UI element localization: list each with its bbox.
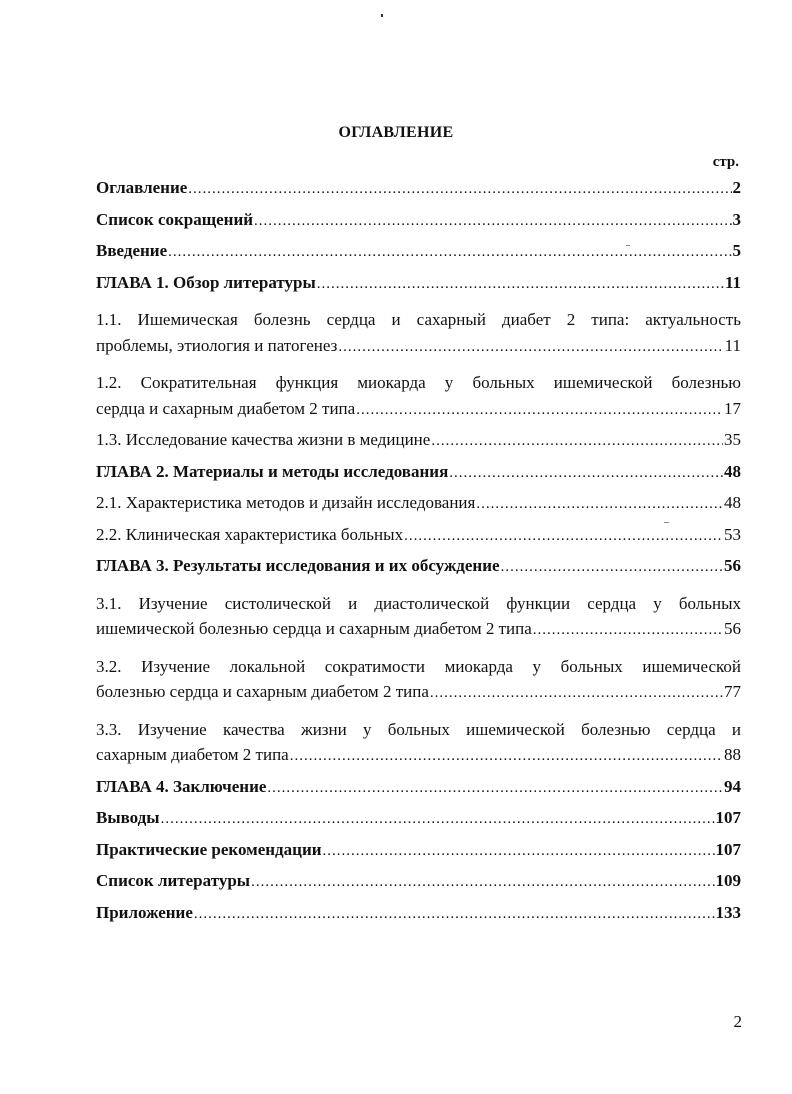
toc-entry-label: Практические рекомендации (96, 839, 322, 859)
toc-entry-page: 94 (724, 776, 741, 796)
toc-entry[interactable] (96, 840, 741, 872)
toc-entry-label: Оглавление (96, 178, 188, 197)
toc-leader-dots (290, 748, 723, 765)
toc-leader-dots (476, 496, 723, 513)
toc-entry-page: 48 (724, 461, 741, 481)
toc-entry-page: 56 (724, 619, 741, 638)
toc-entry[interactable] (96, 871, 741, 903)
toc-leader-dots (533, 622, 723, 639)
page-column-label: стр. (712, 154, 739, 170)
toc-entry-label-line1: 3.2. Изучение локальной сократимости миокарда у больных ишемической (96, 656, 741, 676)
toc-entry-page: 5 (732, 241, 741, 260)
toc-entry[interactable] (96, 525, 741, 557)
toc-entry[interactable] (96, 588, 741, 651)
toc-entry[interactable] (96, 493, 741, 525)
toc-leader-dots (251, 874, 714, 891)
toc-entry-page: 107 (715, 808, 741, 827)
toc-entry-label: ГЛАВА 2. Материалы и методы исследования (96, 461, 449, 481)
toc-leader-dots (356, 402, 723, 419)
toc-entry[interactable] (96, 462, 741, 494)
toc-leader-dots (449, 465, 723, 482)
toc-entry-page: 2 (732, 178, 741, 197)
toc-entry[interactable] (96, 777, 741, 809)
toc-entry[interactable] (96, 367, 741, 430)
toc-entry-label: 2.1. Характеристика методов и дизайн исследования (96, 493, 476, 512)
toc-entry[interactable] (96, 430, 741, 462)
toc-entry-page: 88 (724, 745, 741, 764)
toc-entry[interactable] (96, 714, 741, 777)
toc-entry-page: 109 (715, 871, 741, 890)
toc-entry-label: ГЛАВА 4. Заключение (96, 776, 267, 796)
toc-entry[interactable] (96, 178, 741, 210)
toc-leader-dots (430, 685, 723, 702)
toc-leader-dots (323, 843, 715, 860)
toc-entry[interactable] (96, 651, 741, 714)
toc-entry-label-line2: ишемической болезнью сердца и сахарным диабетом 2 типа (96, 619, 532, 638)
toc-leader-dots (194, 906, 715, 923)
toc-entry-label-line1: 3.3. Изучение качества жизни у больных ишемической болезнью сердца и (96, 719, 741, 739)
toc-entry[interactable] (96, 304, 741, 367)
toc-entry-page: 11 (724, 335, 741, 355)
toc-entry-page: 48 (724, 493, 741, 512)
toc-entry-label-line2: сахарным диабетом 2 типа (96, 745, 289, 764)
toc-entry-label: 2.2. Клиническая характеристика больных (96, 524, 404, 544)
toc-entry-page: 133 (715, 902, 741, 922)
toc-entry[interactable] (96, 556, 741, 588)
toc-leader-dots (317, 276, 724, 293)
toc-entry[interactable] (96, 808, 741, 840)
toc-entry-label-line2: проблемы, этиология и патогенез (96, 335, 338, 355)
toc-entry-page: 35 (724, 430, 741, 449)
toc-leader-dots (338, 339, 723, 356)
toc-entry-page: 11 (724, 272, 741, 292)
toc-entry[interactable] (96, 241, 741, 273)
toc-entry-label: Приложение (96, 902, 193, 922)
toc-leader-dots (501, 559, 723, 576)
toc-entry[interactable] (96, 210, 741, 242)
toc-entry-label: ГЛАВА 1. Обзор литературы (96, 272, 316, 292)
toc-entry-label: Выводы (96, 808, 160, 827)
toc-entry[interactable] (96, 273, 741, 305)
table-of-contents (96, 178, 741, 934)
toc-leader-dots (168, 244, 731, 261)
toc-entry-page: 3 (732, 209, 741, 229)
scan-speck (381, 14, 383, 17)
toc-leader-dots (188, 181, 731, 198)
toc-entry-label-line1: 1.1. Ишемическая болезнь сердца и сахарный диабет 2 типа: актуальность (96, 310, 741, 329)
toc-leader-dots (267, 780, 723, 797)
toc-entry-label-line2: болезнью сердца и сахарным диабетом 2 типа (96, 682, 429, 701)
toc-entry-label: Список литературы (96, 871, 251, 890)
page-number: 2 (733, 1012, 742, 1031)
toc-entry-label: Список сокращений (96, 209, 254, 229)
toc-entry-label-line1: 1.2. Сократительная функция миокарда у больных ишемической болезнью (96, 373, 741, 392)
page-title: ОГЛАВЛЕНИЕ (338, 124, 454, 141)
toc-leader-dots (161, 811, 715, 828)
toc-entry-page: 17 (724, 398, 741, 418)
toc-leader-dots (254, 213, 731, 230)
toc-entry-label: 1.3. Исследование качества жизни в медицине (96, 430, 431, 449)
toc-entry-label-line1: 3.1. Изучение систолической и диастолической функции сердца у больных (96, 593, 741, 613)
toc-entry-page: 53 (724, 524, 741, 544)
toc-entry-label-line2: сердца и сахарным диабетом 2 типа (96, 398, 356, 418)
toc-entry-page: 77 (724, 682, 741, 701)
toc-entry-label: ГЛАВА 3. Результаты исследования и их обсуждение (96, 556, 500, 575)
toc-entry-page: 56 (724, 556, 741, 575)
toc-leader-dots (431, 433, 723, 450)
toc-entry-label: Введение (96, 241, 168, 260)
toc-leader-dots (404, 528, 723, 545)
toc-entry-page: 107 (715, 839, 741, 859)
toc-entry[interactable] (96, 903, 741, 935)
